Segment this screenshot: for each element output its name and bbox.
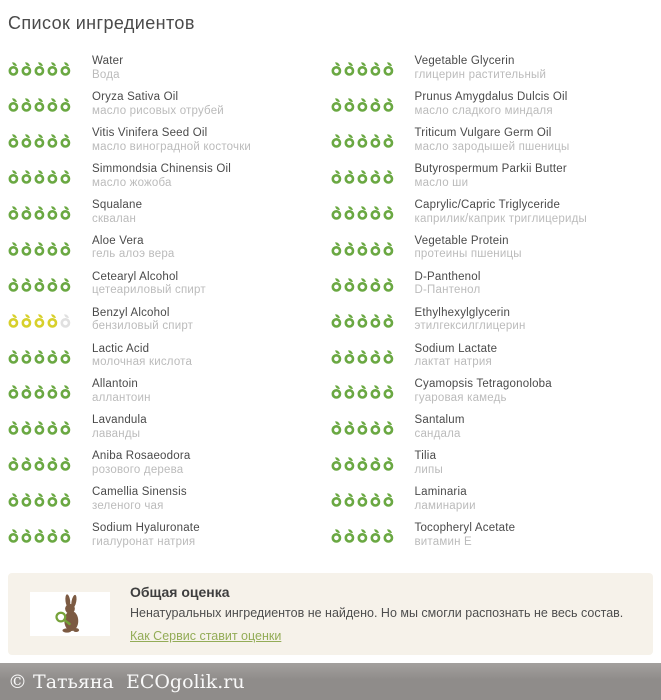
rating-icons <box>8 313 92 328</box>
berry-sprout-icon <box>383 61 395 76</box>
ingredient-translation: липы <box>414 463 443 476</box>
rating-icons <box>331 456 415 471</box>
berry-sprout-icon <box>60 205 72 220</box>
berry-sprout-icon <box>383 277 395 292</box>
berry-sprout-icon <box>344 420 356 435</box>
ingredient-row <box>8 230 331 266</box>
footer-bar <box>0 663 661 700</box>
ingredient-text <box>92 414 147 441</box>
berry-sprout-icon <box>344 61 356 76</box>
ingredient-translation: глицерин растительный <box>414 68 547 81</box>
berry-sprout-icon <box>383 169 395 184</box>
berry-sprout-icon <box>60 420 72 435</box>
berry-sprout-icon <box>34 528 46 543</box>
ingredient-name: Tocopheryl Acetate <box>414 521 516 534</box>
ingredient-translation: этилгексилглицерин <box>414 320 526 333</box>
ingredient-name: Benzyl Alcohol <box>92 306 170 319</box>
ingredient-name: Water <box>92 55 124 68</box>
summary-text-block <box>130 584 623 645</box>
ingredient-translation: лаванды <box>92 427 141 440</box>
ingredients-column-left <box>8 51 331 553</box>
berry-sprout-icon <box>21 97 33 112</box>
berry-sprout-icon <box>60 349 72 364</box>
berry-sprout-icon <box>47 528 59 543</box>
berry-sprout-icon <box>331 133 343 148</box>
berry-sprout-icon <box>47 133 59 148</box>
berry-sprout-icon <box>383 241 395 256</box>
ingredient-row <box>8 482 331 518</box>
berry-sprout-icon <box>357 492 369 507</box>
rating-icons <box>331 492 415 507</box>
berry-sprout-icon <box>344 456 356 471</box>
berry-sprout-icon <box>8 456 20 471</box>
ingredient-name: Allantoin <box>92 378 138 391</box>
ingredient-row <box>331 482 654 518</box>
berry-sprout-icon <box>60 384 72 399</box>
berry-sprout-icon <box>47 384 59 399</box>
rating-icons <box>331 420 415 435</box>
ingredient-translation: ламинарии <box>414 499 476 512</box>
ingredient-row <box>8 51 331 87</box>
berry-sprout-icon <box>344 97 356 112</box>
ingredient-name: Cyamopsis Tetragonoloba <box>414 378 552 391</box>
ingredients-grid <box>8 51 653 553</box>
rating-icons <box>8 133 92 148</box>
berry-sprout-icon <box>331 205 343 220</box>
berry-sprout-icon <box>383 384 395 399</box>
ingredient-row <box>331 159 654 195</box>
berry-sprout-icon <box>370 241 382 256</box>
rating-method-link[interactable]: Как Сервис ставит оценки <box>130 628 282 643</box>
ingredient-row <box>331 87 654 123</box>
ingredient-translation: цетеариловый спирт <box>92 284 206 297</box>
berry-sprout-icon <box>357 456 369 471</box>
berry-sprout-icon <box>344 277 356 292</box>
page-title: Список ингредиентов <box>8 13 195 33</box>
ingredient-name: Vegetable Glycerin <box>414 55 515 68</box>
berry-sprout-icon <box>331 528 343 543</box>
berry-sprout-icon <box>47 349 59 364</box>
ingredient-row <box>8 338 331 374</box>
ingredient-text <box>92 307 193 334</box>
ingredient-text <box>92 199 142 226</box>
footer-credit: © Татьяна ECOgolik.ru <box>8 670 245 693</box>
berry-sprout-icon <box>21 169 33 184</box>
ingredient-text <box>415 127 570 154</box>
berry-sprout-icon <box>60 97 72 112</box>
ingredient-translation: масло рисовых отрубей <box>92 104 224 117</box>
berry-sprout-icon <box>331 492 343 507</box>
berry-sprout-icon <box>331 241 343 256</box>
berry-sprout-icon <box>8 313 20 328</box>
ingredient-text <box>415 307 526 334</box>
ingredient-text <box>92 343 192 370</box>
berry-sprout-icon <box>357 61 369 76</box>
berry-sprout-icon <box>383 205 395 220</box>
ingredient-row <box>331 338 654 374</box>
rating-icons <box>331 241 415 256</box>
berry-sprout-icon <box>47 456 59 471</box>
berry-sprout-icon <box>21 313 33 328</box>
berry-sprout-icon <box>8 97 20 112</box>
berry-sprout-icon <box>344 241 356 256</box>
ingredient-name: Tilia <box>414 450 437 463</box>
rating-icons <box>8 205 92 220</box>
berry-sprout-icon <box>344 384 356 399</box>
berry-sprout-icon <box>331 420 343 435</box>
berry-sprout-icon <box>60 133 72 148</box>
ingredient-row <box>331 446 654 482</box>
ingredient-text <box>415 450 443 477</box>
berry-sprout-icon <box>47 420 59 435</box>
berry-sprout-icon <box>21 456 33 471</box>
berry-sprout-icon <box>34 420 46 435</box>
rating-icons <box>331 313 415 328</box>
ingredient-text <box>92 450 190 477</box>
ingredient-text <box>92 235 175 262</box>
berry-sprout-icon <box>370 97 382 112</box>
ingredient-translation: масло виноградной косточки <box>92 140 252 153</box>
ingredient-row <box>331 230 654 266</box>
berry-sprout-icon <box>383 133 395 148</box>
ingredient-name: Vegetable Protein <box>414 234 509 247</box>
rating-icons <box>8 420 92 435</box>
berry-sprout-icon <box>21 384 33 399</box>
ingredient-text <box>415 163 567 190</box>
berry-sprout-icon <box>331 169 343 184</box>
berry-sprout-icon <box>383 420 395 435</box>
berry-sprout-icon <box>344 349 356 364</box>
rating-icons <box>8 349 92 364</box>
berry-sprout-icon <box>34 349 46 364</box>
berry-sprout-icon <box>331 384 343 399</box>
ingredient-translation: гиалуронат натрия <box>92 535 196 548</box>
ingredient-translation: розового дерева <box>92 463 184 476</box>
rating-icons <box>331 61 415 76</box>
berry-sprout-icon <box>47 205 59 220</box>
berry-sprout-icon <box>8 61 20 76</box>
berry-sprout-icon <box>21 528 33 543</box>
ingredient-text <box>92 378 151 405</box>
berry-sprout-icon <box>331 349 343 364</box>
ingredient-name: Butyrospermum Parkii Butter <box>414 163 567 176</box>
ingredient-text <box>415 235 522 262</box>
berry-sprout-icon <box>8 528 20 543</box>
berry-sprout-icon <box>34 205 46 220</box>
berry-sprout-icon <box>344 205 356 220</box>
berry-sprout-icon <box>21 277 33 292</box>
berry-sprout-icon <box>331 456 343 471</box>
ingredient-row <box>8 266 331 302</box>
berry-sprout-icon <box>357 241 369 256</box>
ingredient-row <box>8 195 331 231</box>
rating-icons <box>331 384 415 399</box>
berry-sprout-icon <box>8 277 20 292</box>
ingredient-text <box>415 522 516 549</box>
berry-sprout-icon <box>331 277 343 292</box>
ingredient-row <box>331 302 654 338</box>
berry-sprout-icon <box>383 313 395 328</box>
ingredient-translation: каприлик/каприк триглицериды <box>414 212 587 225</box>
ingredient-name: Santalum <box>414 414 465 427</box>
berry-sprout-icon <box>34 384 46 399</box>
ingredient-row <box>331 51 654 87</box>
rabbit-with-magnifier-icon <box>52 594 88 634</box>
berry-sprout-icon <box>34 97 46 112</box>
ingredient-row <box>331 410 654 446</box>
ingredient-translation: зеленого чая <box>92 499 164 512</box>
ingredient-row <box>8 302 331 338</box>
berry-sprout-icon <box>344 492 356 507</box>
ingredient-row <box>8 123 331 159</box>
rating-icons <box>331 349 415 364</box>
berry-sprout-icon <box>370 313 382 328</box>
rating-icons <box>8 61 92 76</box>
rating-icons <box>8 241 92 256</box>
ingredient-name: D-Panthenol <box>414 270 481 283</box>
berry-sprout-icon <box>60 456 72 471</box>
berry-sprout-icon <box>357 384 369 399</box>
ingredient-name: Prunus Amygdalus Dulcis Oil <box>414 91 568 104</box>
ingredient-name: Squalane <box>92 198 143 211</box>
berry-sprout-icon <box>8 169 20 184</box>
berry-sprout-icon <box>21 349 33 364</box>
berry-sprout-icon <box>60 61 72 76</box>
ingredient-name: Camellia Sinensis <box>92 486 187 499</box>
berry-sprout-icon <box>370 133 382 148</box>
ingredient-row <box>8 159 331 195</box>
berry-sprout-icon <box>344 169 356 184</box>
berry-sprout-icon <box>383 528 395 543</box>
ingredient-translation: масло жожоба <box>92 176 172 189</box>
ingredient-translation: витамин Е <box>414 535 472 548</box>
berry-sprout-icon <box>21 61 33 76</box>
berry-sprout-icon <box>8 349 20 364</box>
rating-icons <box>331 133 415 148</box>
berry-sprout-icon <box>47 97 59 112</box>
berry-sprout-icon <box>357 420 369 435</box>
ingredient-translation: масло ши <box>414 176 469 189</box>
ingredient-text <box>415 486 476 513</box>
berry-sprout-icon <box>370 492 382 507</box>
rating-icons <box>8 492 92 507</box>
rating-icons <box>8 97 92 112</box>
ingredient-name: Oryza Sativa Oil <box>92 91 179 104</box>
ingredient-row <box>8 410 331 446</box>
berry-sprout-icon <box>34 169 46 184</box>
rating-icons <box>331 277 415 292</box>
ingredient-text <box>415 55 547 82</box>
berry-sprout-icon <box>47 241 59 256</box>
ingredient-translation: Вода <box>92 68 120 81</box>
berry-sprout-icon <box>8 133 20 148</box>
ingredient-name: Caprylic/Capric Triglyceride <box>414 198 561 211</box>
ingredient-row <box>331 374 654 410</box>
berry-sprout-icon <box>357 313 369 328</box>
rating-icons <box>331 528 415 543</box>
ingredient-translation: масло зародышей пшеницы <box>414 140 570 153</box>
ingredient-text <box>92 163 231 190</box>
ingredient-row <box>8 518 331 554</box>
berry-sprout-icon <box>8 492 20 507</box>
ingredient-text <box>415 414 465 441</box>
summary-title: Общая оценка <box>130 583 230 600</box>
berry-sprout-icon <box>21 492 33 507</box>
ingredient-text <box>415 343 498 370</box>
berry-sprout-icon <box>357 169 369 184</box>
ingredient-translation: бензиловый спирт <box>92 320 194 333</box>
rating-icons <box>331 169 415 184</box>
rating-icons <box>8 384 92 399</box>
berry-sprout-icon <box>370 61 382 76</box>
ingredient-text <box>415 91 568 118</box>
berry-sprout-icon <box>370 528 382 543</box>
berry-sprout-icon <box>34 456 46 471</box>
berry-sprout-icon <box>34 61 46 76</box>
ingredient-text <box>92 486 187 513</box>
berry-sprout-icon <box>21 241 33 256</box>
berry-sprout-icon <box>357 133 369 148</box>
berry-sprout-icon <box>331 97 343 112</box>
berry-sprout-icon <box>47 492 59 507</box>
ingredient-translation: аллантоин <box>92 391 151 404</box>
ingredient-name: Cetearyl Alcohol <box>92 270 179 283</box>
berry-sprout-icon <box>47 169 59 184</box>
ingredient-text <box>415 199 587 226</box>
berry-sprout-icon <box>47 313 59 328</box>
berry-sprout-icon <box>34 277 46 292</box>
berry-sprout-icon <box>34 133 46 148</box>
berry-sprout-icon <box>8 205 20 220</box>
berry-sprout-icon <box>47 277 59 292</box>
berry-sprout-icon <box>8 420 20 435</box>
ingredient-text <box>415 271 481 298</box>
ingredient-translation: сандала <box>414 427 461 440</box>
berry-sprout-icon <box>8 384 20 399</box>
overall-rating-box <box>8 573 653 655</box>
berry-sprout-icon <box>370 456 382 471</box>
berry-sprout-icon <box>21 133 33 148</box>
berry-sprout-icon <box>60 277 72 292</box>
ingredient-row <box>8 87 331 123</box>
ingredient-name: Lactic Acid <box>92 342 150 355</box>
berry-sprout-icon <box>60 528 72 543</box>
ingredient-name: Vitis Vinifera Seed Oil <box>92 127 208 140</box>
ingredient-name: Laminaria <box>414 486 467 499</box>
summary-description: Ненатуральных ингредиентов не найдено. Но мы смогли распознать не весь состав. <box>130 605 624 620</box>
ingredient-name: Simmondsia Chinensis Oil <box>92 163 232 176</box>
ingredient-row <box>8 446 331 482</box>
rating-icons <box>8 277 92 292</box>
rating-icons <box>8 456 92 471</box>
berry-sprout-icon <box>357 277 369 292</box>
ingredient-name: Lavandula <box>92 414 147 427</box>
ingredient-name: Aloe Vera <box>92 234 144 247</box>
rating-icons <box>8 169 92 184</box>
ingredient-row <box>331 518 654 554</box>
berry-sprout-icon <box>344 133 356 148</box>
berry-sprout-icon <box>370 349 382 364</box>
rating-icons <box>331 97 415 112</box>
ingredient-text <box>92 127 251 154</box>
berry-sprout-icon <box>21 420 33 435</box>
ingredient-name: Sodium Hyaluronate <box>92 521 200 534</box>
berry-sprout-icon <box>344 313 356 328</box>
ingredient-text <box>415 378 552 405</box>
berry-sprout-icon <box>331 61 343 76</box>
rating-icons <box>8 528 92 543</box>
ingredient-row <box>331 123 654 159</box>
ingredient-translation: сквалан <box>92 212 137 225</box>
ingredient-translation: гуаровая камедь <box>414 391 507 404</box>
berry-sprout-icon <box>60 241 72 256</box>
berry-sprout-icon <box>383 349 395 364</box>
ingredient-text <box>92 271 206 298</box>
berry-sprout-icon <box>357 205 369 220</box>
berry-sprout-icon <box>60 313 72 328</box>
ingredient-row <box>8 374 331 410</box>
berry-sprout-icon <box>357 349 369 364</box>
berry-sprout-icon <box>47 61 59 76</box>
berry-sprout-icon <box>34 313 46 328</box>
berry-sprout-icon <box>357 97 369 112</box>
berry-sprout-icon <box>34 241 46 256</box>
berry-sprout-icon <box>60 169 72 184</box>
ingredient-translation: молочная кислота <box>92 356 193 369</box>
ingredient-row <box>331 266 654 302</box>
berry-sprout-icon <box>370 205 382 220</box>
ingredients-column-right <box>331 51 654 553</box>
ingredient-translation: масло сладкого миндаля <box>414 104 553 117</box>
berry-sprout-icon <box>21 205 33 220</box>
ingredient-name: Aniba Rosaeodora <box>92 450 191 463</box>
ingredient-row <box>331 195 654 231</box>
ingredient-name: Sodium Lactate <box>414 342 498 355</box>
berry-sprout-icon <box>370 384 382 399</box>
ingredient-translation: гель алоэ вера <box>92 248 175 261</box>
berry-sprout-icon <box>8 241 20 256</box>
berry-sprout-icon <box>357 528 369 543</box>
berry-sprout-icon <box>383 492 395 507</box>
ingredient-text <box>92 55 123 82</box>
ingredient-translation: протеины пшеницы <box>414 248 522 261</box>
rabbit-image-frame <box>30 592 110 636</box>
berry-sprout-icon <box>344 528 356 543</box>
berry-sprout-icon <box>370 277 382 292</box>
berry-sprout-icon <box>383 97 395 112</box>
ingredient-name: Ethylhexylglycerin <box>414 306 511 319</box>
berry-sprout-icon <box>60 492 72 507</box>
ingredient-text <box>92 522 200 549</box>
ingredient-translation: D-Пантенол <box>414 284 481 297</box>
berry-sprout-icon <box>383 456 395 471</box>
berry-sprout-icon <box>370 420 382 435</box>
rating-icons <box>331 205 415 220</box>
ingredient-name: Triticum Vulgare Germ Oil <box>414 127 552 140</box>
ingredient-translation: лактат натрия <box>414 356 492 369</box>
berry-sprout-icon <box>370 169 382 184</box>
berry-sprout-icon <box>331 313 343 328</box>
berry-sprout-icon <box>34 492 46 507</box>
ingredient-text <box>92 91 224 118</box>
